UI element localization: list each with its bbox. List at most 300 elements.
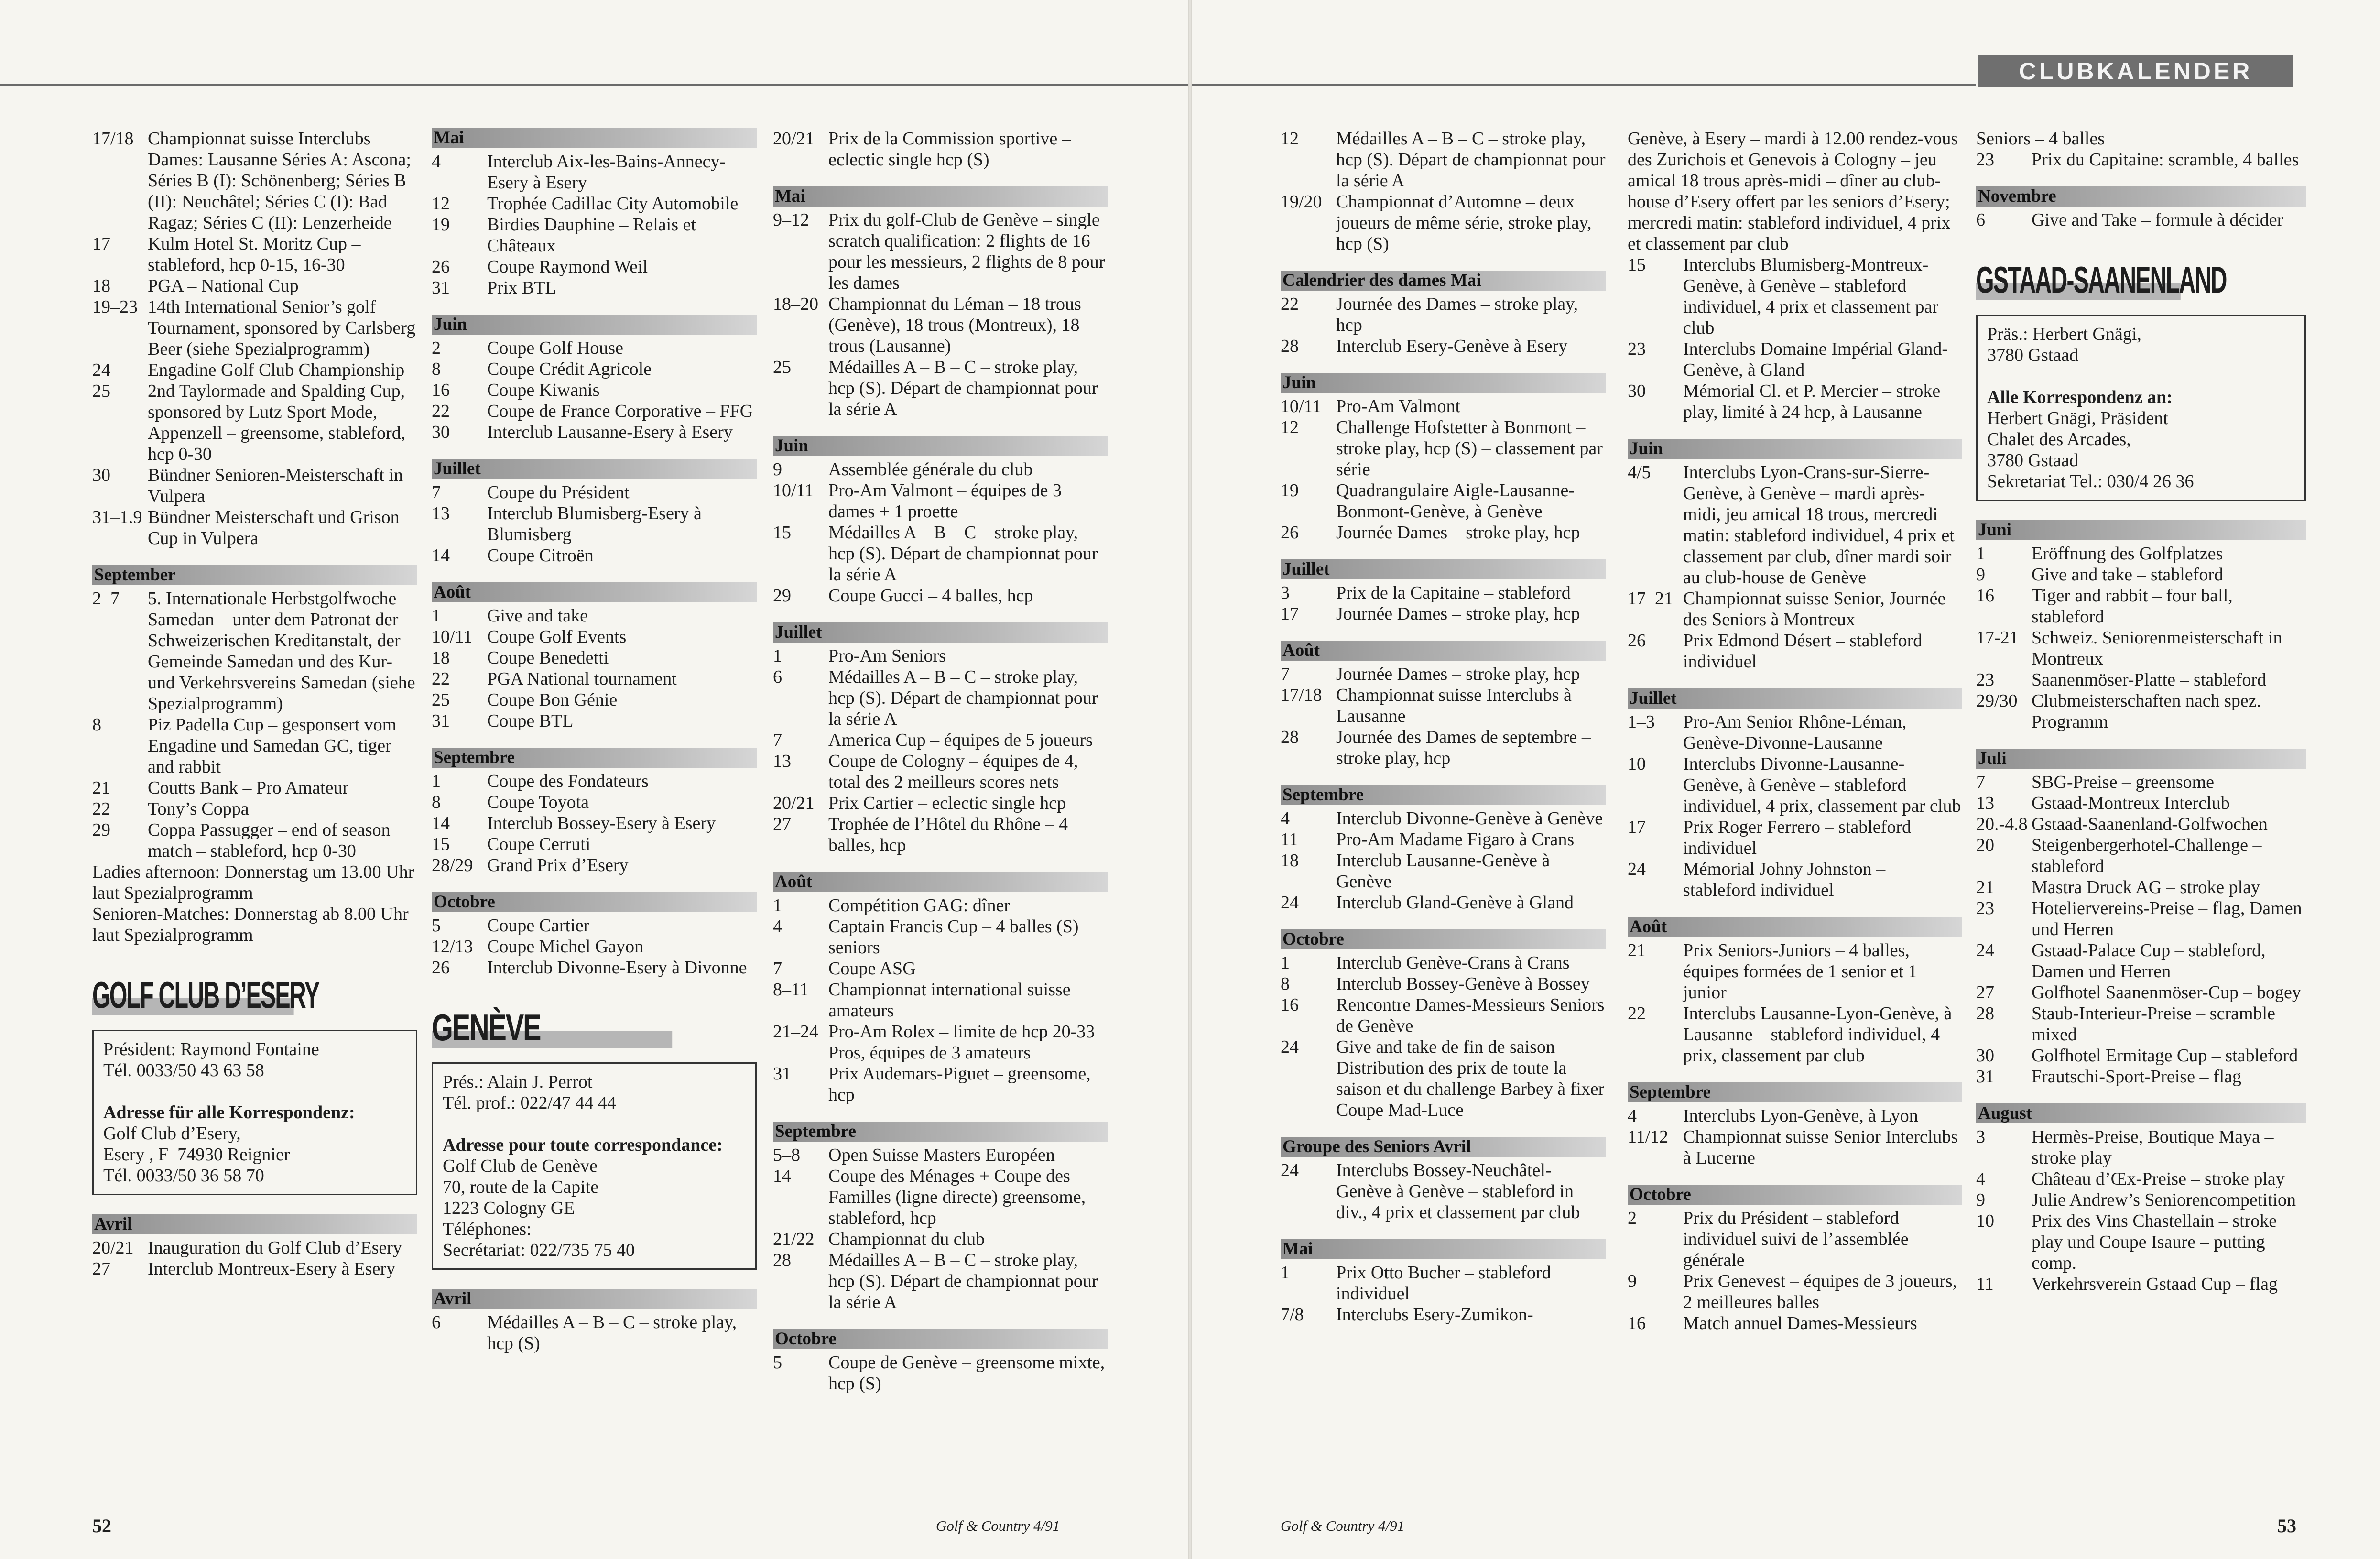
event-date: 9 xyxy=(773,459,782,480)
event-title: Gstaad-Montreux Interclub xyxy=(2032,793,2230,813)
event-entry xyxy=(1976,1274,2306,1295)
event-entry xyxy=(432,647,757,668)
note-text: Ladies afternoon: Donnerstag um 13.00 Uhr laut Spezialprogramm xyxy=(92,862,414,903)
event-entry xyxy=(92,296,417,360)
event-entry xyxy=(1281,664,1606,685)
event-entry xyxy=(432,338,757,359)
event-title: Coupe Toyota xyxy=(487,792,589,812)
event-title: Give and take de fin de saison Distribution des prix de toute la saison et du challenge Barbey à fixer Coupe Mad-Luce xyxy=(1336,1037,1605,1120)
event-date: 12 xyxy=(1281,129,1299,149)
event-entry xyxy=(92,128,417,233)
event-title: Tiger and rabbit – four ball, stableford xyxy=(2032,586,2233,627)
contact-line: 1223 Cologny GE xyxy=(443,1198,575,1218)
event-entry xyxy=(432,482,757,503)
event-entry xyxy=(1628,940,1962,1003)
event-date: 30 xyxy=(92,465,110,485)
event-date: 22 xyxy=(92,799,110,819)
event-title: Coupe Golf House xyxy=(487,338,623,358)
event-title: Interclubs Blumisberg-Montreux-Genève, à Genève – stableford individuel, 4 prix et classement par club xyxy=(1683,255,1938,338)
event-entry xyxy=(92,588,417,714)
contact-heading: Adresse für alle Korrespondenz: xyxy=(103,1102,355,1123)
event-title: Championnat suisse Senior Interclubs à Lucerne xyxy=(1683,1127,1958,1168)
event-entry xyxy=(432,545,757,566)
event-entry xyxy=(1976,898,2306,940)
event-title: Open Suisse Masters Européen xyxy=(828,1145,1055,1165)
event-entry xyxy=(92,714,417,777)
event-date: 10/11 xyxy=(432,627,473,647)
event-entry xyxy=(1976,209,2306,230)
section-header: September xyxy=(92,565,417,585)
event-date: 8 xyxy=(92,715,101,735)
event-date: 21 xyxy=(92,778,110,798)
event-entry xyxy=(1281,1304,1606,1325)
event-entry xyxy=(1976,835,2306,877)
event-date: 26 xyxy=(1628,631,1646,651)
event-title: Saanenmöser-Platte – stableford xyxy=(2032,670,2266,690)
event-date: 30 xyxy=(432,422,450,442)
event-title: Journée des Dames – stroke play, hcp xyxy=(1336,294,1578,335)
event-entry xyxy=(432,792,757,813)
contact-line: Tél. 0033/50 43 63 58 xyxy=(103,1060,264,1080)
event-date: 4 xyxy=(773,916,782,937)
event-entry xyxy=(773,666,1108,730)
event-date: 6 xyxy=(1976,210,1985,230)
event-title: Coupe du Président xyxy=(487,482,630,502)
event-date: 11 xyxy=(1976,1274,1994,1294)
event-entry xyxy=(92,507,417,549)
event-title: Coupe BTL xyxy=(487,711,574,731)
contact-line: Prés.: Alain J. Perrot xyxy=(443,1072,593,1092)
event-entry xyxy=(92,777,417,798)
event-entry xyxy=(1628,588,1962,630)
section-header: Août xyxy=(1281,641,1606,661)
event-title: Eröffnung des Golfplatzes xyxy=(2032,544,2223,564)
event-title: Gstaad-Palace Cup – stableford, Damen und Herren xyxy=(2032,940,2266,981)
event-entry xyxy=(1976,877,2306,898)
section-header: Calendrier des dames Mai xyxy=(1281,271,1606,291)
event-entry xyxy=(92,1237,417,1258)
event-date: 12/13 xyxy=(432,937,473,957)
event-title: Engadine Golf Club Championship xyxy=(148,360,405,380)
event-date: 7 xyxy=(432,482,441,502)
event-date: 26 xyxy=(1281,523,1299,543)
event-entry xyxy=(1976,1210,2306,1274)
club-contact-box xyxy=(432,1062,757,1270)
event-entry xyxy=(432,1312,757,1354)
event-title: Prix du Capitaine: scramble, 4 balles xyxy=(2032,150,2299,170)
column-5 xyxy=(1628,128,1962,1334)
event-title: Steigenbergerhotel-Challenge – stableford xyxy=(2032,835,2262,876)
event-entry xyxy=(773,585,1108,606)
event-entry xyxy=(92,381,417,465)
event-entry xyxy=(1976,669,2306,690)
event-entry xyxy=(1976,772,2306,793)
event-title: Championnat international suisse amateurs xyxy=(828,980,1071,1021)
contact-line: Sekretariat Tel.: 030/4 26 36 xyxy=(1987,471,2194,491)
event-entry xyxy=(1628,1105,1962,1126)
spacer xyxy=(443,1113,746,1134)
event-entry xyxy=(773,645,1108,666)
event-date: 25 xyxy=(773,357,791,377)
event-entry xyxy=(1281,892,1606,913)
event-entry xyxy=(1628,338,1962,381)
event-date: 16 xyxy=(1976,586,1994,606)
spacer xyxy=(103,1081,406,1102)
event-title: Bündner Meisterschaft und Grison Cup in Vulpera xyxy=(148,507,400,548)
event-entry xyxy=(773,916,1108,958)
event-date: 23 xyxy=(1976,150,1994,170)
event-entry xyxy=(1628,1003,1962,1066)
event-entry xyxy=(1628,462,1962,588)
event-date: 24 xyxy=(1976,940,1994,960)
event-entry xyxy=(773,814,1108,856)
event-entry xyxy=(1281,603,1606,624)
event-title: Coupe Kiwanis xyxy=(487,380,600,400)
event-title: Golfhotel Saanenmöser-Cup – bogey xyxy=(2032,982,2301,1003)
event-entry xyxy=(1281,994,1606,1036)
event-entry xyxy=(432,422,757,443)
contact-heading: Adresse pour toute correspondance: xyxy=(443,1135,723,1155)
event-entry xyxy=(1976,940,2306,982)
column-1 xyxy=(92,128,417,1279)
event-title: Pro-Am Valmont – équipes de 3 dames + 1 proette xyxy=(828,480,1062,522)
event-entry xyxy=(1976,149,2306,170)
masthead-right-text: Golf & Country 4/91 xyxy=(1281,1517,1405,1534)
event-title: Interclub Montreux-Esery à Esery xyxy=(148,1259,396,1279)
event-entry xyxy=(1281,829,1606,850)
event-entry xyxy=(773,1229,1108,1250)
event-date: 17 xyxy=(92,234,110,254)
event-entry xyxy=(1976,564,2306,585)
event-date: 29/30 xyxy=(1976,691,2018,711)
section-header: August xyxy=(1976,1103,2306,1123)
event-entry xyxy=(432,214,757,256)
event-title: Quadrangulaire Aigle-Lausanne-Bonmont-Genève, à Genève xyxy=(1336,480,1575,522)
event-title: Médailles A – B – C – stroke play, hcp (S). Départ de championnat pour la série A xyxy=(828,357,1098,419)
event-date: 18–20 xyxy=(773,294,818,314)
section-header: Mai xyxy=(432,128,757,148)
event-date: 1–3 xyxy=(1628,712,1655,732)
column-6 xyxy=(1976,128,2306,1295)
event-title: Prix Genevest – équipes de 3 joueurs, 2 meilleures balles xyxy=(1683,1271,1957,1312)
event-entry xyxy=(773,1145,1108,1166)
event-date: 9 xyxy=(1976,1190,1985,1210)
event-date: 2–7 xyxy=(92,589,120,609)
event-entry xyxy=(773,793,1108,814)
event-title: Pro-Am Madame Figaro à Crans xyxy=(1336,829,1575,850)
note-text: Genève, à Esery – mardi à 12.00 rendez-vous des Zurichois et Genevois à Cologny – jeu amical 18 trous après-midi – dîner au club-house d’Esery offert par les seniors d’Esery; mercredi matin: stableford individuel, 4 prix et classement par club xyxy=(1628,129,1958,254)
event-date: 28/29 xyxy=(432,855,473,875)
event-date: 13 xyxy=(1976,793,1994,813)
event-title: Captain Francis Cup – 4 balles (S) seniors xyxy=(828,916,1079,958)
section-header: Groupe des Seniors Avril xyxy=(1281,1137,1606,1157)
section-header: Mai xyxy=(1281,1239,1606,1259)
event-date: 22 xyxy=(432,669,450,689)
event-entry xyxy=(1976,627,2306,669)
section-header: Juin xyxy=(1628,439,1962,459)
event-date: 19–23 xyxy=(92,297,138,317)
event-title: Coppa Passugger – end of season match – stableford, hcp 0-30 xyxy=(148,820,391,861)
event-title: Verkehrsverein Gstaad Cup – flag xyxy=(2032,1274,2278,1294)
event-entry xyxy=(432,936,757,957)
event-entry xyxy=(1281,294,1606,336)
event-title: Coupe Golf Events xyxy=(487,627,627,647)
event-entry xyxy=(432,855,757,876)
event-entry xyxy=(1281,128,1606,191)
event-date: 24 xyxy=(1281,1160,1299,1180)
event-title: Journée Dames – stroke play, hcp xyxy=(1336,664,1580,684)
event-entry xyxy=(432,915,757,936)
event-entry xyxy=(1628,1126,1962,1168)
event-date: 17–21 xyxy=(1628,589,1673,609)
event-entry xyxy=(1628,630,1962,672)
event-title: Pro-Am Senior Rhône-Léman, Genève-Divonne-Lausanne xyxy=(1683,712,1907,753)
event-title: Interclubs Lyon-Crans-sur-Sierre-Genève, à Genève – mardi après-midi, jeu amical 18 trous, mercredi matin: stableford individuel, 4 prix et classement par club, dîner mardi soir au club-house de Genève xyxy=(1683,462,1955,588)
section-header: Septembre xyxy=(1628,1082,1962,1102)
event-title: Interclub Gland-Genève à Gland xyxy=(1336,893,1574,913)
event-title: Interclubs Lausanne-Lyon-Genève, à Lausanne – stableford individuel, 4 prix, classement par club xyxy=(1683,1003,1952,1066)
event-title: Championnat suisse Interclubs Dames: Lausanne Séries A: Ascona; Séries B (I): Schönenberg; Séries B (II): Neuchâtel; Séries C (I): Bad Ragaz; Séries C (II): Lenzerheide xyxy=(148,129,411,233)
event-title: Piz Padella Cup – gesponsert vom Engadine und Samedan GC, tiger and rabbit xyxy=(148,715,397,777)
event-entry xyxy=(1281,727,1606,769)
event-date: 30 xyxy=(1628,381,1646,401)
event-date: 2 xyxy=(1628,1208,1637,1228)
event-date: 19 xyxy=(1281,480,1299,501)
event-title: Hermès-Preise, Boutique Maya – stroke play xyxy=(2032,1127,2274,1168)
event-title: Interclub Divonne-Genève à Genève xyxy=(1336,808,1603,829)
event-date: 28 xyxy=(1976,1003,1994,1024)
event-date: 2 xyxy=(432,338,441,358)
section-header: Juli xyxy=(1976,749,2306,769)
event-title: Inauguration du Golf Club d’Esery xyxy=(148,1238,402,1258)
event-entry xyxy=(773,979,1108,1021)
event-entry xyxy=(432,193,757,214)
event-date: 23 xyxy=(1628,339,1646,359)
contact-line: 3780 Gstaad xyxy=(1987,345,2079,365)
event-date: 15 xyxy=(773,523,791,543)
event-title: Journée Dames – stroke play, hcp xyxy=(1336,604,1580,624)
event-date: 10 xyxy=(1976,1211,1994,1231)
event-title: Prix Seniors-Juniors – 4 balles, équipes formées de 1 senior et 1 junior xyxy=(1683,940,1917,1003)
event-entry xyxy=(1628,1313,1962,1334)
event-date: 4 xyxy=(1628,1106,1637,1126)
event-date: 27 xyxy=(773,814,791,834)
event-title: Prix des Vins Chastellain – stroke play und Coupe Isaure – putting comp. xyxy=(2032,1211,2277,1273)
event-title: Trophée Cadillac City Automobile xyxy=(487,194,739,214)
event-date: 26 xyxy=(432,257,450,277)
event-entry xyxy=(1281,685,1606,727)
event-title: Interclub Bossey-Esery à Esery xyxy=(487,813,716,833)
event-date: 13 xyxy=(773,751,791,771)
event-title: SBG-Preise – greensome xyxy=(2032,772,2215,792)
clubkalender-banner: CLUBKALENDER xyxy=(1978,55,2293,87)
event-date: 4/5 xyxy=(1628,462,1651,482)
event-date: 1 xyxy=(432,606,441,626)
event-entry xyxy=(432,401,757,422)
event-date: 10/11 xyxy=(1281,396,1322,416)
event-date: 29 xyxy=(773,586,791,606)
event-date: 8–11 xyxy=(773,980,809,1000)
event-title: Give and Take – formule à décider xyxy=(2032,210,2283,230)
event-entry xyxy=(1281,191,1606,254)
event-entry xyxy=(1976,1066,2306,1087)
event-date: 8 xyxy=(432,359,441,379)
gutter xyxy=(1188,0,1192,1559)
event-entry xyxy=(1281,1036,1606,1121)
event-title: Challenge Hofstetter à Bonmont – stroke play, hcp (S) – classement par série xyxy=(1336,417,1603,480)
event-title: Assemblée générale du club xyxy=(828,459,1033,480)
event-title: Coupe Crédit Agricole xyxy=(487,359,652,379)
contact-line: Präs.: Herbert Gnägi, xyxy=(1987,324,2141,344)
event-title: Interclubs Divonne-Lausanne-Genève, à Genève – stableford individuel, 4 prix, classement par club xyxy=(1683,754,1961,816)
event-title: Championnat suisse Interclubs à Lausanne xyxy=(1336,685,1572,726)
event-date: 21 xyxy=(1628,940,1646,960)
event-date: 26 xyxy=(432,958,450,978)
event-title: Coupe Citroën xyxy=(487,545,594,566)
event-date: 10 xyxy=(1628,754,1646,774)
event-entry xyxy=(92,275,417,296)
event-date: 22 xyxy=(432,401,450,421)
event-date: 22 xyxy=(1628,1003,1646,1024)
contact-line: Président: Raymond Fontaine xyxy=(103,1039,319,1059)
event-date: 11 xyxy=(1281,829,1298,850)
event-title: Championnat d’Automne – deux joueurs de même série, stroke play, hcp (S) xyxy=(1336,192,1592,254)
event-entry xyxy=(1628,1208,1962,1271)
event-title: Interclub Lausanne-Genève à Genève xyxy=(1336,850,1550,892)
event-date: 24 xyxy=(1281,893,1299,913)
section-header: Octobre xyxy=(432,892,757,912)
event-date: 21/22 xyxy=(773,1229,815,1249)
event-title: Mastra Druck AG – stroke play xyxy=(2032,877,2260,897)
event-date: 18 xyxy=(92,276,110,296)
club-contact-box xyxy=(1976,315,2306,501)
event-title: Coupe Benedetti xyxy=(487,648,609,668)
event-date: 16 xyxy=(1628,1313,1646,1333)
event-title: Médailles A – B – C – stroke play, hcp (S) xyxy=(487,1312,737,1353)
section-header: Août xyxy=(1628,917,1962,937)
event-entry xyxy=(1976,543,2306,564)
event-title: Pro-Am Seniors xyxy=(828,646,946,666)
event-entry xyxy=(432,277,757,298)
event-title: PGA – National Cup xyxy=(148,276,299,296)
masthead-left-text: Golf & Country 4/91 xyxy=(936,1517,1060,1534)
event-title: Prix de la Capitaine – stableford xyxy=(1336,583,1571,603)
event-title: Interclub Blumisberg-Esery à Blumisberg xyxy=(487,503,702,545)
section-header: Juillet xyxy=(773,622,1108,643)
event-title: Grand Prix d’Esery xyxy=(487,855,629,875)
event-title: Prix Edmond Désert – stableford individuel xyxy=(1683,631,1923,672)
event-date: 5–8 xyxy=(773,1145,800,1165)
event-entry xyxy=(1281,952,1606,973)
note-text: Senioren-Matches: Donnerstag ab 8.00 Uhr laut Spezialprogramm xyxy=(92,904,409,945)
event-title: Give and take – stableford xyxy=(2032,565,2223,585)
event-date: 16 xyxy=(432,380,450,400)
event-date: 19 xyxy=(432,215,450,235)
event-entry xyxy=(1281,480,1606,522)
event-entry xyxy=(773,1021,1108,1063)
event-title: Mémorial Johny Johnston – stableford individuel xyxy=(1683,859,1886,900)
event-title: Prix Cartier – eclectic single hcp xyxy=(828,793,1066,813)
event-title: Mémorial Cl. et P. Mercier – stroke play, limité à 24 hcp, à Lausanne xyxy=(1683,381,1941,422)
event-title: Médailles A – B – C – stroke play, hcp (S). Départ de championnat pour la série A xyxy=(828,667,1098,729)
column-4 xyxy=(1281,128,1606,1325)
event-entry xyxy=(773,1250,1108,1313)
event-entry xyxy=(432,256,757,277)
event-title: Julie Andrew’s Seniorencompetition xyxy=(2032,1190,2296,1210)
event-date: 17/18 xyxy=(1281,685,1322,705)
event-date: 1 xyxy=(773,895,782,916)
event-entry xyxy=(773,128,1108,170)
contact-heading: Alle Korrespondenz an: xyxy=(1987,387,2173,407)
club-heading: GSTAAD-SAANENLAND xyxy=(1976,259,2227,301)
event-date: 15 xyxy=(432,834,450,854)
event-entry xyxy=(1628,753,1962,817)
event-date: 31 xyxy=(1976,1067,1994,1087)
event-title: Interclubs Bossey-Neuchâtel-Genève à Genève – stableford in div., 4 prix et classement par club xyxy=(1336,1160,1580,1222)
event-date: 17/18 xyxy=(92,129,134,149)
event-title: Interclubs Lyon-Genève, à Lyon xyxy=(1683,1106,1918,1126)
section-header: Juillet xyxy=(1628,688,1962,709)
event-entry xyxy=(1281,336,1606,357)
event-date: 20.-4.8 xyxy=(1976,814,2028,834)
contact-line: Téléphones: xyxy=(443,1219,532,1239)
event-entry xyxy=(1976,814,2306,835)
event-date: 14 xyxy=(432,813,450,833)
section-header: Août xyxy=(432,582,757,602)
event-entry xyxy=(1281,850,1606,892)
event-title: Coupe Raymond Weil xyxy=(487,257,648,277)
club-heading: GOLF CLUB D’ESERY xyxy=(92,974,319,1016)
event-date: 4 xyxy=(1976,1169,1985,1189)
event-date: 13 xyxy=(432,503,450,523)
event-title: Schweiz. Seniorenmeisterschaft in Montreux xyxy=(2032,628,2282,669)
contact-line: Secrétariat: 022/735 75 40 xyxy=(443,1240,635,1260)
event-date: 9–12 xyxy=(773,210,809,230)
event-entry xyxy=(432,834,757,855)
event-entry xyxy=(432,605,757,626)
event-entry xyxy=(92,233,417,275)
event-date: 24 xyxy=(1281,1037,1299,1057)
event-title: Coupe Cerruti xyxy=(487,834,591,854)
event-entry xyxy=(1281,808,1606,829)
event-entry xyxy=(773,294,1108,357)
event-date: 18 xyxy=(1281,850,1299,871)
contact-line: Golf Club d’Esery, xyxy=(103,1123,241,1144)
event-title: Tony’s Coppa xyxy=(148,799,249,819)
event-date: 14 xyxy=(773,1166,791,1186)
club-heading: GENÈVE xyxy=(432,1007,672,1048)
event-date: 25 xyxy=(432,690,450,710)
event-date: 19/20 xyxy=(1281,192,1322,212)
spacer xyxy=(1987,366,2295,387)
event-date: 1 xyxy=(1281,953,1290,973)
event-entry xyxy=(773,751,1108,793)
event-title: Interclubs Esery-Zumikon- xyxy=(1336,1305,1533,1325)
event-entry xyxy=(92,1258,417,1279)
event-title: Château d’Œx-Preise – stroke play xyxy=(2032,1169,2285,1189)
event-date: 4 xyxy=(432,152,441,172)
event-title: Clubmeisterschaften nach spez. Programm xyxy=(2032,691,2261,732)
contact-line: Herbert Gnägi, Präsident xyxy=(1987,408,2168,428)
event-date: 31 xyxy=(432,278,450,298)
event-title: Coupe de Cologny – équipes de 4, total des 2 meilleurs scores nets xyxy=(828,751,1078,792)
event-entry xyxy=(773,730,1108,751)
event-date: 8 xyxy=(432,792,441,812)
event-entry xyxy=(1976,1045,2306,1066)
event-entry xyxy=(1281,417,1606,480)
section-header: Août xyxy=(773,872,1108,892)
event-date: 1 xyxy=(1281,1263,1290,1283)
